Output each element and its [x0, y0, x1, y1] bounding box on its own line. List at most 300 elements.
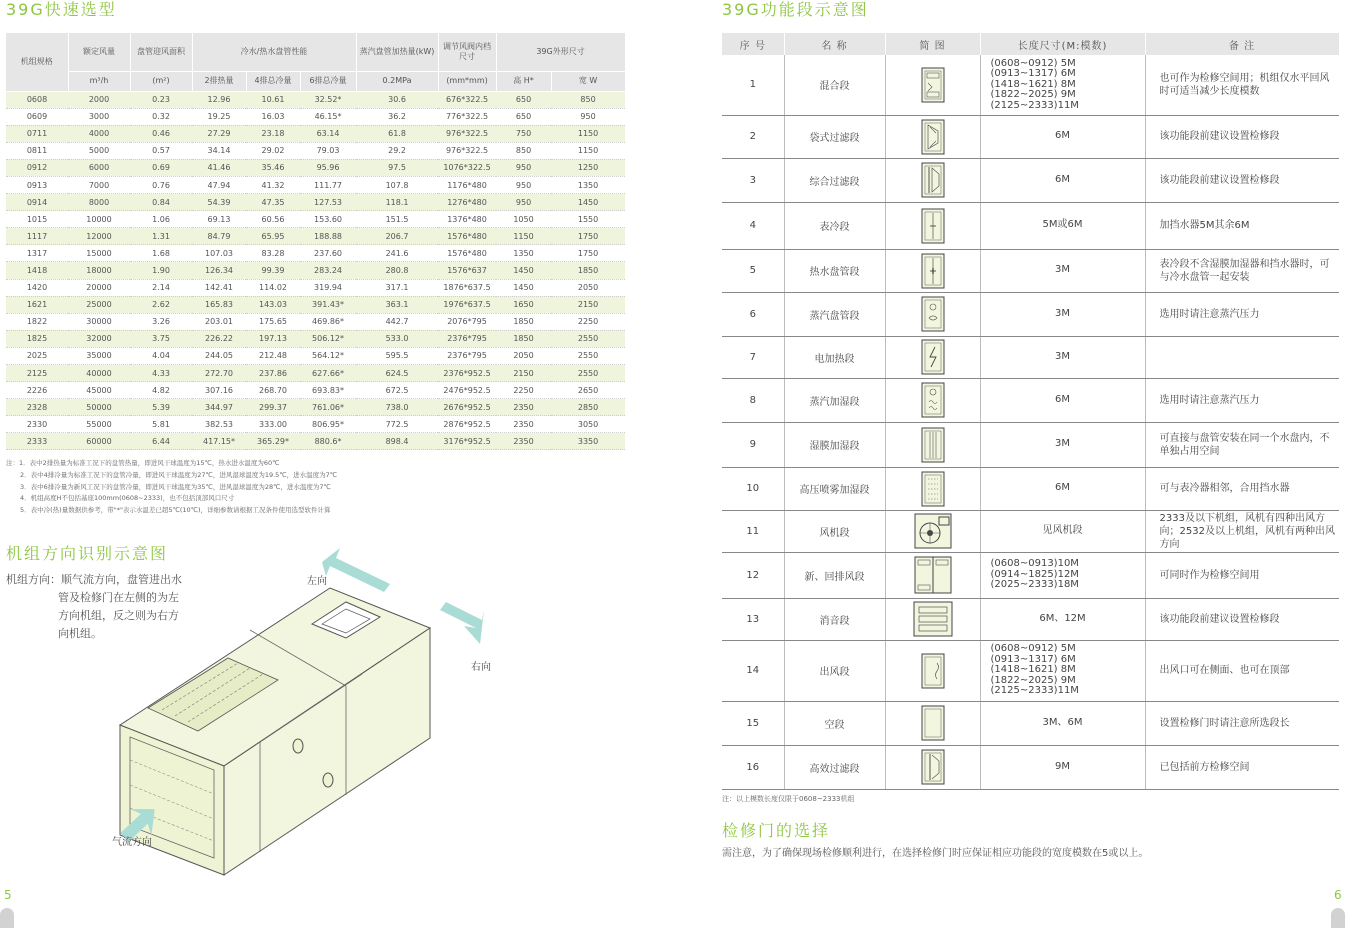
- spec-cell: 1250: [551, 159, 625, 176]
- wet-film-humidifier-icon: [918, 440, 948, 451]
- section-remark: 可与表冷器相邻，合用挡水器: [1145, 467, 1339, 510]
- section-diagram-cell: [885, 378, 980, 422]
- spec-table-row: [6, 330, 625, 347]
- spec-cell: 3176*952.5: [438, 433, 496, 450]
- header-coil-area: 盘管迎风面积: [130, 33, 192, 71]
- function-table-row: [722, 552, 1339, 598]
- spec-table-row: [6, 399, 625, 416]
- function-table-row: [722, 202, 1339, 249]
- spec-cell: 0914: [6, 194, 68, 211]
- spec-table-row: [6, 245, 625, 262]
- spec-cell: 976*322.5: [438, 142, 496, 159]
- spec-table-row: [6, 194, 625, 211]
- spec-table-row: [6, 159, 625, 176]
- right-direction-arrow-icon: [440, 602, 484, 644]
- section-name: 湿膜加湿段: [784, 422, 885, 467]
- spec-cell: 0811: [6, 142, 68, 159]
- spec-cell: 1317: [6, 245, 68, 262]
- section-name: 高压喷雾加湿段: [784, 467, 885, 510]
- row-index: 1: [722, 55, 784, 115]
- spec-cell: 363.1: [356, 296, 438, 313]
- section-remark: 出风口可在侧面、也可在顶部: [1145, 640, 1339, 701]
- spec-cell: 151.5: [356, 211, 438, 228]
- spec-cell: 2226: [6, 382, 68, 399]
- hot-water-coil-icon: [918, 266, 948, 277]
- hepa-filter-icon: [918, 762, 948, 773]
- spec-cell: 693.83*: [300, 382, 356, 399]
- spec-cell: 1621: [6, 296, 68, 313]
- spec-cell: 107.8: [356, 176, 438, 193]
- mixing-section-icon: [918, 80, 948, 91]
- section-length: 3M、6M: [980, 701, 1145, 745]
- spec-cell: 950: [496, 194, 551, 211]
- fan-section-icon: [913, 526, 953, 537]
- section-remark: 2333及以下机组，风机有四种出风方向；2532及以上机组，风机有两种出风方向: [1145, 510, 1339, 552]
- section-name: 蒸汽加湿段: [784, 378, 885, 422]
- spec-cell: 2350: [496, 399, 551, 416]
- spec-cell: 624.5: [356, 365, 438, 382]
- left-page-title: 39G快速选型: [6, 0, 117, 19]
- subheader-area-unit: (m²): [130, 71, 192, 91]
- section-remark: 也可作为检修空间用；机组仅水平回风时可适当减少长度模数: [1145, 55, 1339, 115]
- spec-cell: 7000: [68, 176, 130, 193]
- spec-cell: 34.14: [192, 142, 246, 159]
- fresh-return-exhaust-icon: [913, 570, 953, 581]
- section-diagram-cell: [885, 422, 980, 467]
- spec-cell: 69.13: [192, 211, 246, 228]
- left-direction-label: 左向: [307, 576, 327, 587]
- spec-cell: 2476*952.5: [438, 382, 496, 399]
- spec-table-row: [6, 433, 625, 450]
- spec-cell: 1.31: [130, 228, 192, 245]
- section-name: 热水盘管段: [784, 249, 885, 292]
- combined-filter-icon: [918, 175, 948, 186]
- spec-cell: 2550: [551, 347, 625, 364]
- header-name: 名 称: [784, 33, 885, 55]
- spec-cell: 197.13: [246, 330, 300, 347]
- section-length: 3M: [980, 249, 1145, 292]
- spec-cell: 2376*952.5: [438, 365, 496, 382]
- direction-prefix: 机组方向：: [6, 573, 61, 586]
- spec-table-row: [6, 347, 625, 364]
- spec-cell: 2350: [496, 433, 551, 450]
- left-direction-arrow-icon: [322, 548, 390, 592]
- direction-text-rest: 管及检修门在左侧的为左方向机组，反之则为右方向机组。: [58, 591, 179, 640]
- spec-cell: 2025: [6, 347, 68, 364]
- spec-cell: 3.75: [130, 330, 192, 347]
- spec-table-row: [6, 142, 625, 159]
- spec-cell: 4.04: [130, 347, 192, 364]
- spec-cell: 126.34: [192, 262, 246, 279]
- header-coil-performance: 冷水/热水盘管性能: [192, 33, 356, 71]
- row-index: 6: [722, 292, 784, 336]
- spec-cell: 880.6*: [300, 433, 356, 450]
- spec-cell: 417.15*: [192, 433, 246, 450]
- section-diagram-cell: [885, 552, 980, 598]
- spec-cell: 976*322.5: [438, 125, 496, 142]
- spec-cell: 36.2: [356, 108, 438, 125]
- spec-cell: 29.2: [356, 142, 438, 159]
- function-table-row: [722, 467, 1339, 510]
- spec-cell: 40000: [68, 365, 130, 382]
- spec-cell: 1550: [551, 211, 625, 228]
- spec-table-row: [6, 313, 625, 330]
- spec-cell: 1.06: [130, 211, 192, 228]
- spec-cell: 2650: [551, 382, 625, 399]
- spec-cell: 365.29*: [246, 433, 300, 450]
- section-diagram-cell: [885, 640, 980, 701]
- section-remark: 该功能段前建议设置检修段: [1145, 115, 1339, 158]
- page-tab-left: [0, 908, 14, 928]
- row-index: 13: [722, 598, 784, 640]
- row-index: 3: [722, 158, 784, 202]
- spec-cell: 1376*480: [438, 211, 496, 228]
- function-table-row: [722, 598, 1339, 640]
- spec-cell: 280.8: [356, 262, 438, 279]
- spec-cell: 2050: [551, 279, 625, 296]
- spec-table-row: [6, 262, 625, 279]
- section-diagram-cell: [885, 115, 980, 158]
- section-length: 9M: [980, 745, 1145, 789]
- section-name: 消音段: [784, 598, 885, 640]
- function-section-table: [722, 33, 1340, 790]
- row-index: 14: [722, 640, 784, 701]
- spec-cell: 2050: [496, 347, 551, 364]
- spec-cell: 203.01: [192, 313, 246, 330]
- spec-cell: 2000: [68, 91, 130, 108]
- spec-cell: 2076*795: [438, 313, 496, 330]
- spec-cell: 212.48: [246, 347, 300, 364]
- spec-cell: 469.86*: [300, 313, 356, 330]
- row-index: 15: [722, 701, 784, 745]
- spec-cell: 1450: [496, 262, 551, 279]
- function-table-row: [722, 249, 1339, 292]
- spec-table-row: [6, 211, 625, 228]
- steam-humidifier-icon: [918, 395, 948, 406]
- spec-cell: 226.22: [192, 330, 246, 347]
- access-door-text: 需注意，为了确保现场检修顺利进行，在选择检修门时应保证相应功能段的宽度模数在5或以上。: [722, 848, 1149, 859]
- spray-humidifier-icon: [918, 484, 948, 495]
- function-table-row: [722, 115, 1339, 158]
- spec-cell: 776*322.5: [438, 108, 496, 125]
- page-tab-right: [1331, 908, 1345, 928]
- function-table-row: [722, 422, 1339, 467]
- spec-cell: 283.24: [300, 262, 356, 279]
- spec-cell: 1420: [6, 279, 68, 296]
- spec-cell: 1050: [496, 211, 551, 228]
- spec-cell: 1825: [6, 330, 68, 347]
- empty-section-icon: [918, 718, 948, 729]
- spec-cell: 5.39: [130, 399, 192, 416]
- spec-cell: 95.96: [300, 159, 356, 176]
- spec-cell: 0.84: [130, 194, 192, 211]
- spec-table-row: [6, 279, 625, 296]
- spec-cell: 1822: [6, 313, 68, 330]
- spec-table-row: [6, 91, 625, 108]
- section-name: 表冷段: [784, 202, 885, 249]
- section-length: 3M: [980, 292, 1145, 336]
- spec-cell: 333.00: [246, 416, 300, 433]
- section-length: 6M: [980, 158, 1145, 202]
- spec-cell: 1117: [6, 228, 68, 245]
- spec-cell: 20000: [68, 279, 130, 296]
- spec-cell: 3050: [551, 416, 625, 433]
- section-length: 见风机段: [980, 510, 1145, 552]
- section-length: (0608~0913)10M (0914~1825)12M (2025~2333)18M: [980, 552, 1145, 598]
- spec-cell: 738.0: [356, 399, 438, 416]
- subheader-4row-cool: 4排总冷量: [246, 71, 300, 91]
- header-diagram: 简 图: [885, 33, 980, 55]
- spec-cell: 2550: [551, 330, 625, 347]
- spec-cell: 0609: [6, 108, 68, 125]
- note-line: 5．表中冷(热)量数据供参考，带"*"表示水温差已超5℃(10℃)，详细参数请根据工况条件使用选型软件计算: [20, 506, 331, 515]
- note-line: 注：1．表中2排热量为标准工况下的盘管热量，即进风干球温度为15℃，热水进水温度为60℃: [6, 459, 280, 467]
- spec-cell: 0.69: [130, 159, 192, 176]
- section-diagram-cell: [885, 202, 980, 249]
- spec-cell: 750: [496, 125, 551, 142]
- spec-cell: 0.32: [130, 108, 192, 125]
- bag-filter-icon: [918, 132, 948, 143]
- spec-cell: 32000: [68, 330, 130, 347]
- subheader-steam-pressure: 0.2MPa: [356, 71, 438, 91]
- section-name: 新、回排风段: [784, 552, 885, 598]
- spec-cell: 153.60: [300, 211, 356, 228]
- spec-cell: 99.39: [246, 262, 300, 279]
- row-index: 12: [722, 552, 784, 598]
- section-remark: [1145, 336, 1339, 378]
- spec-cell: 0711: [6, 125, 68, 142]
- spec-cell: 1276*480: [438, 194, 496, 211]
- spec-cell: 319.94: [300, 279, 356, 296]
- spec-table-row: [6, 228, 625, 245]
- section-remark: 加挡水器5M其余6M: [1145, 202, 1339, 249]
- header-remark: 备 注: [1145, 33, 1339, 55]
- spec-cell: 8000: [68, 194, 130, 211]
- section-remark: 选用时请注意蒸汽压力: [1145, 292, 1339, 336]
- airflow-direction-label: 气流方向: [112, 837, 152, 848]
- spec-cell: 23.18: [246, 125, 300, 142]
- section-name: 电加热段: [784, 336, 885, 378]
- spec-cell: 344.97: [192, 399, 246, 416]
- function-table-row: [722, 745, 1339, 789]
- function-table-row: [722, 336, 1339, 378]
- spec-cell: 307.16: [192, 382, 246, 399]
- spec-cell: 41.32: [246, 176, 300, 193]
- section-length: 3M: [980, 422, 1145, 467]
- section-name: 蒸汽盘管段: [784, 292, 885, 336]
- section-remark: 设置检修门时请注意所选段长: [1145, 701, 1339, 745]
- function-table-row: [722, 292, 1339, 336]
- spec-cell: 6.44: [130, 433, 192, 450]
- spec-cell: 3350: [551, 433, 625, 450]
- section-remark: 可同时作为检修空间用: [1145, 552, 1339, 598]
- spec-cell: 32.52*: [300, 91, 356, 108]
- spec-cell: 47.94: [192, 176, 246, 193]
- quick-selection-table: [6, 33, 626, 450]
- spec-cell: 1.68: [130, 245, 192, 262]
- spec-cell: 61.8: [356, 125, 438, 142]
- subheader-height: 高 H*: [496, 71, 551, 91]
- section-diagram-cell: [885, 292, 980, 336]
- spec-cell: 54.39: [192, 194, 246, 211]
- section-length: 6M、12M: [980, 598, 1145, 640]
- spec-cell: 1150: [496, 228, 551, 245]
- spec-cell: 0912: [6, 159, 68, 176]
- section-remark: 该功能段前建议设置检修段: [1145, 598, 1339, 640]
- spec-cell: 950: [496, 159, 551, 176]
- section-name: 高效过滤段: [784, 745, 885, 789]
- spec-cell: 188.88: [300, 228, 356, 245]
- right-direction-label: 右向: [471, 662, 491, 673]
- spec-cell: 1850: [551, 262, 625, 279]
- section-name: 空段: [784, 701, 885, 745]
- header-dimensions: 39G外形尺寸: [496, 33, 625, 71]
- spec-cell: 1450: [551, 194, 625, 211]
- spec-cell: 244.05: [192, 347, 246, 364]
- spec-cell: 1418: [6, 262, 68, 279]
- spec-cell: 1450: [496, 279, 551, 296]
- spec-table-row: [6, 125, 625, 142]
- spec-cell: 2.62: [130, 296, 192, 313]
- spec-cell: 165.83: [192, 296, 246, 313]
- spec-cell: 2150: [551, 296, 625, 313]
- spec-cell: 1876*637.5: [438, 279, 496, 296]
- spec-cell: 761.06*: [300, 399, 356, 416]
- spec-cell: 16.03: [246, 108, 300, 125]
- spec-cell: 63.14: [300, 125, 356, 142]
- spec-cell: 206.7: [356, 228, 438, 245]
- section-name: 袋式过滤段: [784, 115, 885, 158]
- row-index: 9: [722, 422, 784, 467]
- direction-text-first: 顺气流方向，盘管进出水: [61, 573, 182, 586]
- spec-cell: 175.65: [246, 313, 300, 330]
- spec-cell: 2376*795: [438, 330, 496, 347]
- section-name: 风机段: [784, 510, 885, 552]
- header-length: 长度尺寸(M:模数): [980, 33, 1145, 55]
- spec-cell: 2333: [6, 433, 68, 450]
- spec-cell: 0.23: [130, 91, 192, 108]
- section-length: (0608~0912) 5M (0913~1317) 6M (1418~1621) 8M (1822~2025) 9M (2125~2333)11M: [980, 55, 1145, 115]
- header-index: 序 号: [722, 33, 784, 55]
- spec-cell: 1576*480: [438, 228, 496, 245]
- spec-cell: 2328: [6, 399, 68, 416]
- spec-cell: 806.95*: [300, 416, 356, 433]
- spec-cell: 2550: [551, 365, 625, 382]
- spec-cell: 237.86: [246, 365, 300, 382]
- spec-cell: 107.03: [192, 245, 246, 262]
- spec-cell: 19.25: [192, 108, 246, 125]
- direction-section-title: 机组方向识别示意图: [6, 544, 169, 563]
- page-number-right: 6: [1334, 888, 1342, 902]
- spec-table-row: [6, 416, 625, 433]
- subheader-6row-cool: 6排总冷量: [300, 71, 356, 91]
- spec-cell: 2250: [496, 382, 551, 399]
- subheader-damper-unit: (mm*mm): [438, 71, 496, 91]
- spec-cell: 391.43*: [300, 296, 356, 313]
- spec-cell: 46.15*: [300, 108, 356, 125]
- note-line: 2．表中4排冷量为标准工况下的盘管冷量，即进风干球温度为27℃，进风湿球温度为19.5℃，进水温度为7℃: [20, 470, 338, 479]
- spec-cell: 595.5: [356, 347, 438, 364]
- spec-cell: 676*322.5: [438, 91, 496, 108]
- spec-cell: 299.37: [246, 399, 300, 416]
- access-door-title: 检修门的选择: [722, 821, 831, 840]
- spec-cell: 1015: [6, 211, 68, 228]
- spec-cell: 127.53: [300, 194, 356, 211]
- spec-cell: 3000: [68, 108, 130, 125]
- spec-cell: 5000: [68, 142, 130, 159]
- spec-cell: 84.79: [192, 228, 246, 245]
- section-remark: 选用时请注意蒸汽压力: [1145, 378, 1339, 422]
- spec-cell: 950: [496, 176, 551, 193]
- section-diagram-cell: [885, 249, 980, 292]
- spec-cell: 142.41: [192, 279, 246, 296]
- spec-table-row: [6, 382, 625, 399]
- section-diagram-cell: [885, 701, 980, 745]
- spec-cell: 30.6: [356, 91, 438, 108]
- function-table-row: [722, 55, 1339, 115]
- section-diagram-cell: [885, 598, 980, 640]
- spec-cell: 2876*952.5: [438, 416, 496, 433]
- function-table-row: [722, 640, 1339, 701]
- spec-cell: 2.14: [130, 279, 192, 296]
- spec-cell: 0.46: [130, 125, 192, 142]
- row-index: 4: [722, 202, 784, 249]
- discharge-section-icon: [918, 666, 948, 677]
- electric-heater-icon: [918, 352, 948, 363]
- section-length: 6M: [980, 467, 1145, 510]
- spec-cell: 1976*637.5: [438, 296, 496, 313]
- spec-cell: 2350: [496, 416, 551, 433]
- spec-cell: 1150: [551, 125, 625, 142]
- function-table-row: [722, 510, 1339, 552]
- spec-cell: 1350: [496, 245, 551, 262]
- spec-cell: 1150: [551, 142, 625, 159]
- spec-table-row: [6, 108, 625, 125]
- section-name: 混合段: [784, 55, 885, 115]
- spec-cell: 111.77: [300, 176, 356, 193]
- header-steam-coil: 蒸汽盘管加热量(kW): [356, 33, 438, 71]
- spec-cell: 12.96: [192, 91, 246, 108]
- spec-cell: 950: [551, 108, 625, 125]
- row-index: 2: [722, 115, 784, 158]
- header-damper: 调节风阀内档尺寸: [438, 33, 496, 71]
- spec-cell: 1076*322.5: [438, 159, 496, 176]
- spec-cell: 35.46: [246, 159, 300, 176]
- spec-cell: 118.1: [356, 194, 438, 211]
- section-diagram-cell: [885, 55, 980, 115]
- spec-cell: 0.76: [130, 176, 192, 193]
- row-index: 5: [722, 249, 784, 292]
- subheader-width: 宽 W: [551, 71, 625, 91]
- spec-cell: 237.60: [300, 245, 356, 262]
- spec-cell: 5.81: [130, 416, 192, 433]
- spec-cell: 2250: [551, 313, 625, 330]
- note-line: 3．表中6排冷量为新风工况下的盘管冷量，即进风干球温度为35℃，进风湿球温度为28℃，进水温度为7℃: [20, 482, 331, 491]
- section-diagram-cell: [885, 467, 980, 510]
- spec-cell: 25000: [68, 296, 130, 313]
- spec-cell: 27.29: [192, 125, 246, 142]
- spec-cell: 0608: [6, 91, 68, 108]
- spec-cell: 97.5: [356, 159, 438, 176]
- spec-cell: 79.03: [300, 142, 356, 159]
- row-index: 8: [722, 378, 784, 422]
- spec-cell: 30000: [68, 313, 130, 330]
- spec-cell: 60.56: [246, 211, 300, 228]
- spec-cell: 272.70: [192, 365, 246, 382]
- section-length: 3M: [980, 336, 1145, 378]
- spec-cell: 650: [496, 91, 551, 108]
- spec-cell: 1576*480: [438, 245, 496, 262]
